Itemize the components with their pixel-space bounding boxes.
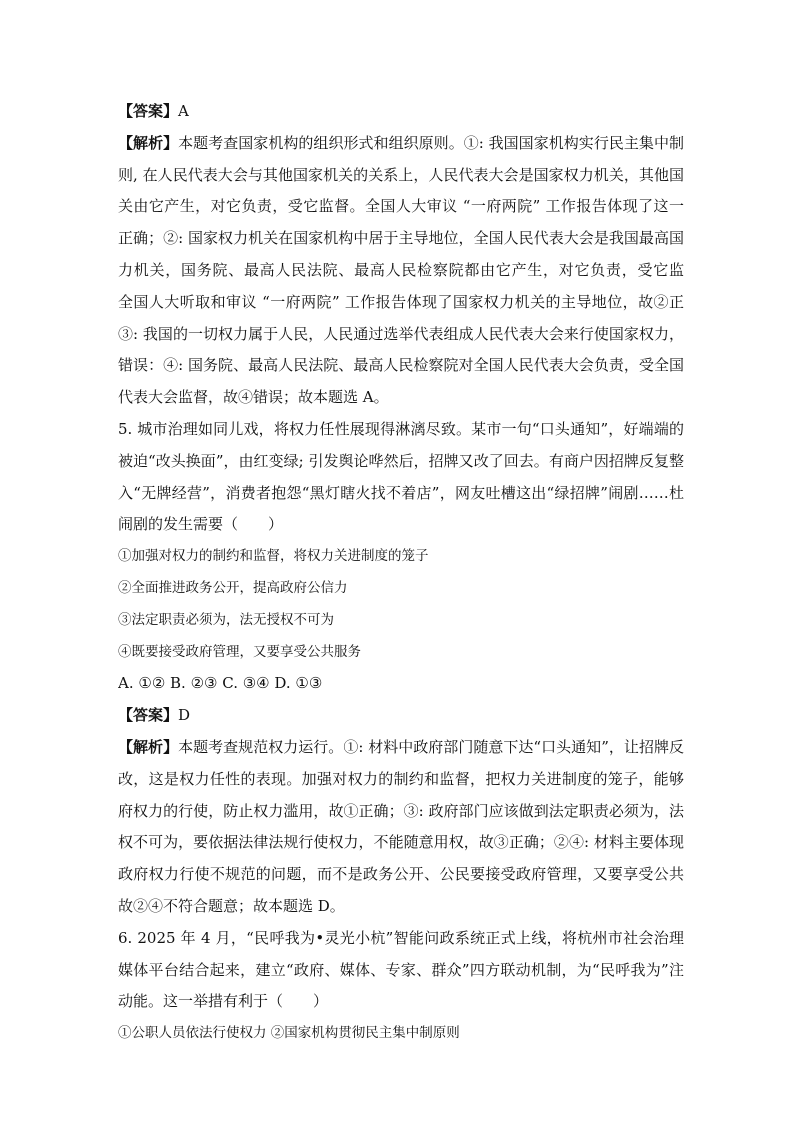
q4-answer-line xyxy=(118,96,684,128)
analysis-tag: 【解析】 xyxy=(118,737,179,756)
q4-analysis-line: ③: 我国的一切权力属于人民，人民通过选举代表组成人民代表大会来行使国家权力， xyxy=(118,324,684,343)
q6-stem-line: 媒体平台结合起来，建立“政府、媒体、专家、群众”四方联动机制，为“民呼我为”注 xyxy=(118,960,684,979)
q4-analysis-line: 代表大会监督，故④错误；故本题选 A。 xyxy=(118,388,389,407)
analysis-text: 本题考查规范权力运行。①: 材料中政府部门随意下达“口头通知”，让招牌反 xyxy=(178,737,684,756)
q6-stem-line: 动能。这一举措有利于（ ） xyxy=(118,992,329,1011)
q5-analysis-line: 政府权力行使不规范的问题，而不是政务公开、公民要接受政府管理，又要享受公共 xyxy=(118,865,684,884)
q4-analysis-line: 全国人大听取和审议 “一府两院” 工作报告体现了国家权力机关的主导地位，故②正 xyxy=(118,292,684,311)
q5-analysis-line: 府权力的行使，防止权力滥用，故①正确；③: 政府部门应该做到法定职责必须为，法 xyxy=(118,801,684,820)
q5-option: ④既要接受政府管理，又要享受公共服务 xyxy=(118,643,361,660)
q4-analysis-line: 关由它产生，对它负责，受它监督。全国人大审议 “一府两院” 工作报告体现了这一 xyxy=(118,197,684,216)
q5-analysis-line xyxy=(118,732,684,764)
q6-stem-line: 6. 2025 年 4 月，“民呼我为•灵光小杭”智能问政系统正式上线，将杭州市社会治理 xyxy=(118,928,684,947)
q5-option: ①加强对权力的制约和监督，将权力关进制度的笼子 xyxy=(118,548,429,565)
q4-analysis-line: 正确；②: 国家权力机关在国家机构中居于主导地位，全国人民代表大会是我国最高国 xyxy=(118,229,684,248)
answer-tag: 【答案】 xyxy=(118,102,179,120)
analysis-text: 本题考查国家机构的组织形式和组织原则。①: 我国国家机构实行民主集中制 xyxy=(178,133,684,152)
q4-analysis-line: 力机关，国务院、最高人民法院、最高人民检察院都由它产生，对它负责，受它监 xyxy=(118,260,684,279)
q4-analysis-line xyxy=(118,128,684,160)
q5-analysis-line: 权不可为，要依据法律法规行使权力，不能随意用权，故③正确；②④: 材料主要体现 xyxy=(118,833,684,852)
q4-analysis-line: 则, 在人民代表大会与其他国家机关的关系上，人民代表大会是国家权力机关，其他国 xyxy=(118,165,684,184)
answer-tag: 【答案】 xyxy=(118,706,179,725)
q6-option-line: ①公职人员依法行使权力 ②国家机构贯彻民主集中制原则 xyxy=(118,1025,460,1042)
q5-answer-line xyxy=(118,700,684,732)
q5-stem-line: 被迫“改头换面”，由红变绿; 引发舆论哗然后，招牌又改了回去。有商户因招牌反复整 xyxy=(118,451,684,470)
q5-option: ③法定职责必须为，法无授权不可为 xyxy=(118,611,334,628)
q5-option: ②全面推进政务公开，提高政府公信力 xyxy=(118,579,348,596)
answer-value: A xyxy=(178,102,189,120)
analysis-tag: 【解析】 xyxy=(118,133,179,152)
q5-analysis-line: 改，这是权力任性的表现。加强对权力的制约和监督，把权力关进制度的笼子，能够 xyxy=(118,769,684,788)
answer-value: D xyxy=(178,706,191,725)
document-page xyxy=(118,96,684,1050)
q5-stem-line: 闹剧的发生需要（ ） xyxy=(118,515,284,534)
q5-choices: A. ①② B. ②③ C. ③④ D. ①③ xyxy=(118,674,323,693)
q4-analysis-line: 错误：④: 国务院、最高人民法院、最高人民检察院对全国人民代表大会负责，受全国 xyxy=(118,356,684,375)
q5-analysis-line: 故②④不符合题意；故本题选 D。 xyxy=(118,896,345,915)
q5-stem-line: 入“无牌经营”，消费者抱怨“黑灯瞎火找不着店”，网友吐槽这出“绿招牌”闹剧……杜 xyxy=(118,483,684,502)
q5-stem-line: 5. 城市治理如同儿戏，将权力任性展现得淋漓尽致。某市一句“口头通知”，好端端的 xyxy=(118,419,684,438)
